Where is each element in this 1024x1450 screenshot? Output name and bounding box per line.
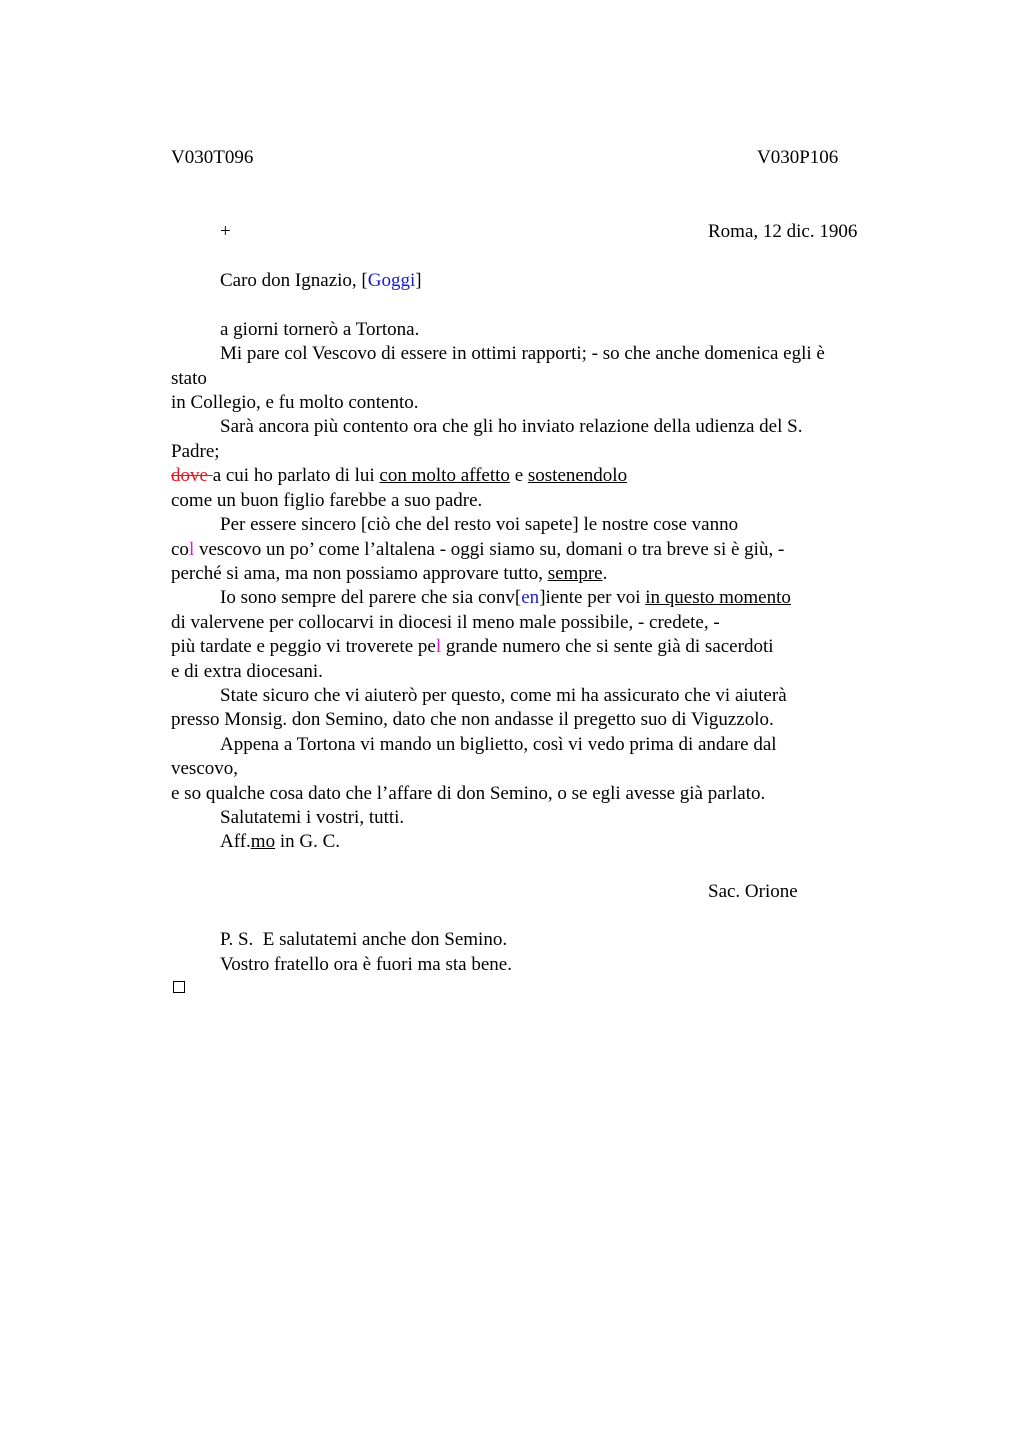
body-line: in Collegio, e fu molto contento. bbox=[171, 392, 419, 413]
body-line bbox=[171, 538, 784, 562]
end-square-icon bbox=[173, 981, 185, 993]
text-segment: Aff. bbox=[220, 831, 251, 852]
body-line: e so qualche cosa dato che l’affare di don Semino, o se egli avesse già parlato. bbox=[171, 783, 766, 804]
closing-line bbox=[220, 830, 340, 854]
body-line: Appena a Tortona vi mando un biglietto, così vi vedo prima di andare dal bbox=[220, 734, 777, 755]
body-line: Per essere sincero [ciò che del resto voi sapete] le nostre cose vanno bbox=[220, 514, 739, 535]
text-segment: ]iente per voi bbox=[539, 587, 646, 608]
body-line: presso Monsig. don Semino, dato che non andasse il pregetto suo di Viguzzolo. bbox=[171, 709, 774, 730]
text-segment: più tardate e peggio vi troverete pe bbox=[171, 636, 436, 657]
body-line: di valervene per collocarvi in diocesi il meno male possibile, - credete, - bbox=[171, 612, 720, 633]
body-line: vescovo, bbox=[171, 758, 239, 779]
editorial-insert: en bbox=[521, 587, 540, 608]
text-segment: perché si ama, ma non possiamo approvare tutto, bbox=[171, 563, 548, 584]
header-left-code: V030T096 bbox=[171, 147, 254, 168]
body-line bbox=[171, 562, 607, 586]
cross-mark: + bbox=[220, 221, 231, 242]
text-segment: grande numero che si sente già di sacerdoti bbox=[441, 636, 774, 657]
body-line: come un buon figlio farebbe a suo padre. bbox=[171, 490, 483, 511]
underlined-phrase: sempre bbox=[547, 563, 603, 584]
text-segment: in G. C. bbox=[275, 831, 341, 852]
body-line: stato bbox=[171, 368, 207, 389]
place-date: Roma, 12 dic. 1906 bbox=[708, 221, 858, 242]
salutation bbox=[220, 269, 422, 293]
body-line: Mi pare col Vescovo di essere in ottimi rapporti; - so che anche domenica egli è bbox=[220, 343, 825, 364]
corrected-letter: l bbox=[188, 539, 195, 560]
body-line: Sarà ancora più contento ora che gli ho inviato relazione della udienza del S. bbox=[220, 416, 803, 437]
deleted-word: dove bbox=[171, 465, 213, 486]
text-segment: . bbox=[602, 563, 608, 584]
body-line: e di extra diocesani. bbox=[171, 661, 323, 682]
text-segment: Io sono sempre del parere che sia conv[ bbox=[220, 587, 522, 608]
corrected-letter: l bbox=[435, 636, 442, 657]
postscript-line: P. S. E salutatemi anche don Semino. bbox=[220, 929, 508, 950]
body-line bbox=[171, 635, 774, 659]
text-segment: e bbox=[509, 465, 528, 486]
underlined-phrase: sostenendolo bbox=[527, 465, 628, 486]
header-right-code: V030P106 bbox=[757, 147, 839, 168]
salutation-name-insert: Goggi bbox=[367, 270, 416, 291]
body-line bbox=[171, 464, 627, 488]
underlined-phrase: con molto affetto bbox=[379, 465, 510, 486]
body-line: State sicuro che vi aiuterò per questo, come mi ha assicurato che vi aiuterà bbox=[220, 685, 787, 706]
body-line: a giorni tornerò a Tortona. bbox=[220, 319, 420, 340]
text-segment: co bbox=[171, 539, 189, 560]
body-line: Salutatemi i vostri, tutti. bbox=[220, 807, 405, 828]
signature: Sac. Orione bbox=[708, 881, 798, 902]
underlined-phrase: mo bbox=[250, 831, 276, 852]
underlined-phrase: in questo momento bbox=[645, 587, 791, 608]
text-segment: a cui ho parlato di lui bbox=[212, 465, 380, 486]
salutation-close: ] bbox=[415, 270, 422, 291]
text-segment: vescovo un po’ come l’altalena - oggi siamo su, domani o tra breve si è giù, - bbox=[194, 539, 785, 560]
salutation-text: Caro don Ignazio, [ bbox=[220, 270, 368, 291]
postscript-line: Vostro fratello ora è fuori ma sta bene. bbox=[220, 954, 512, 975]
body-line bbox=[220, 586, 791, 610]
body-line: Padre; bbox=[171, 441, 220, 462]
